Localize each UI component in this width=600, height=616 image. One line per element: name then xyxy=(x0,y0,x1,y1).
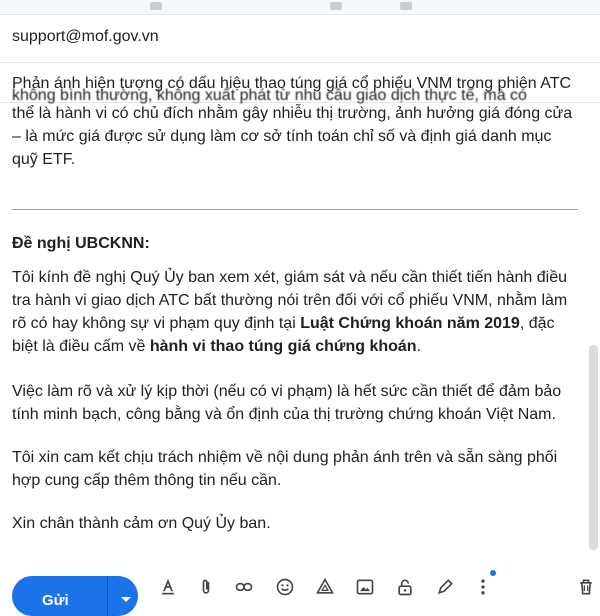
discard-trash-icon[interactable] xyxy=(573,574,599,600)
body-scrollbar[interactable] xyxy=(589,345,598,550)
more-options-icon[interactable] xyxy=(470,574,496,600)
send-options-chevron-icon[interactable] xyxy=(121,597,131,602)
to-field[interactable] xyxy=(0,14,600,63)
separator-line xyxy=(12,209,578,210)
body-paragraph-1: thể là hành vi có chủ đích nhằm gây nhiễu thị trường, ảnh hưởng giá đóng cửa – là mức giá được sử dụng làm cơ sở tính toán chỉ số và định giá danh mục quỹ ETF. xyxy=(12,105,573,168)
emoji-icon[interactable] xyxy=(272,574,298,600)
format-text-icon[interactable] xyxy=(155,574,181,600)
drive-icon[interactable] xyxy=(312,574,338,600)
toolbar-fragment xyxy=(150,2,162,10)
insert-photo-icon[interactable] xyxy=(352,574,378,600)
toolbar-fragment xyxy=(400,2,412,10)
body-paragraph-2 xyxy=(12,266,577,358)
send-label: Gửi xyxy=(42,592,69,609)
signature-pen-icon[interactable] xyxy=(432,574,458,600)
law-name: Luật Chứng khoán năm 2019 xyxy=(300,315,520,332)
send-button[interactable] xyxy=(12,576,138,616)
para2-text-a: Tôi kính đề nghị Quý Ủy ban xem xét, giám sát và nếu cần thiết tiến hành điều tra hành vi giao dịch ATC bất thường nói trên đối với cổ phiếu VNM, nhằm làm rõ có hay không sự vi phạm quy định tại xyxy=(12,269,568,332)
body-paragraph-5: Xin chân thành cảm ơn Quý Ủy ban. xyxy=(12,515,271,532)
body-paragraph-4: Tôi xin cam kết chịu trách nhiệm về nội dung phản ánh trên và sẵn sàng phối hợp cung cấp thêm thông tin nếu cần. xyxy=(12,449,558,489)
attach-file-icon[interactable] xyxy=(193,574,219,600)
para2-text-c: . xyxy=(416,338,422,355)
confidential-mode-icon[interactable] xyxy=(392,574,418,600)
subject-text[interactable]: Phản ánh hiện tượng có dấu hiệu thao túng giá cổ phiếu VNM trong phiên ATC xyxy=(12,75,572,92)
toolbar-fragment xyxy=(330,2,342,10)
cut-line-text: không bình thường, không xuất phát từ nhu cầu giao dịch thực tế, mà có xyxy=(12,87,527,104)
para2-text-b: , đặc biệt là điều cấm về xyxy=(12,315,555,355)
body-paragraph-3: Việc làm rõ và xử lý kịp thời (nếu có vi phạm) là hết sức cần thiết để đảm bảo tính minh bạch, công bằng và ổn định của thị trường chứng khoán Việt Nam. xyxy=(12,383,562,423)
compose-toolbar xyxy=(0,566,600,609)
notification-dot xyxy=(490,570,496,576)
request-heading: Đề nghị UBCKNN: xyxy=(12,235,150,252)
window-top-strip xyxy=(0,0,600,15)
send-divider xyxy=(107,576,108,616)
manipulation-term: hành vi thao túng giá chứng khoán xyxy=(149,338,417,355)
recipient-address[interactable]: support@mof.gov.vn xyxy=(12,28,159,45)
message-body[interactable] xyxy=(0,87,580,566)
insert-link-icon[interactable] xyxy=(231,574,257,600)
